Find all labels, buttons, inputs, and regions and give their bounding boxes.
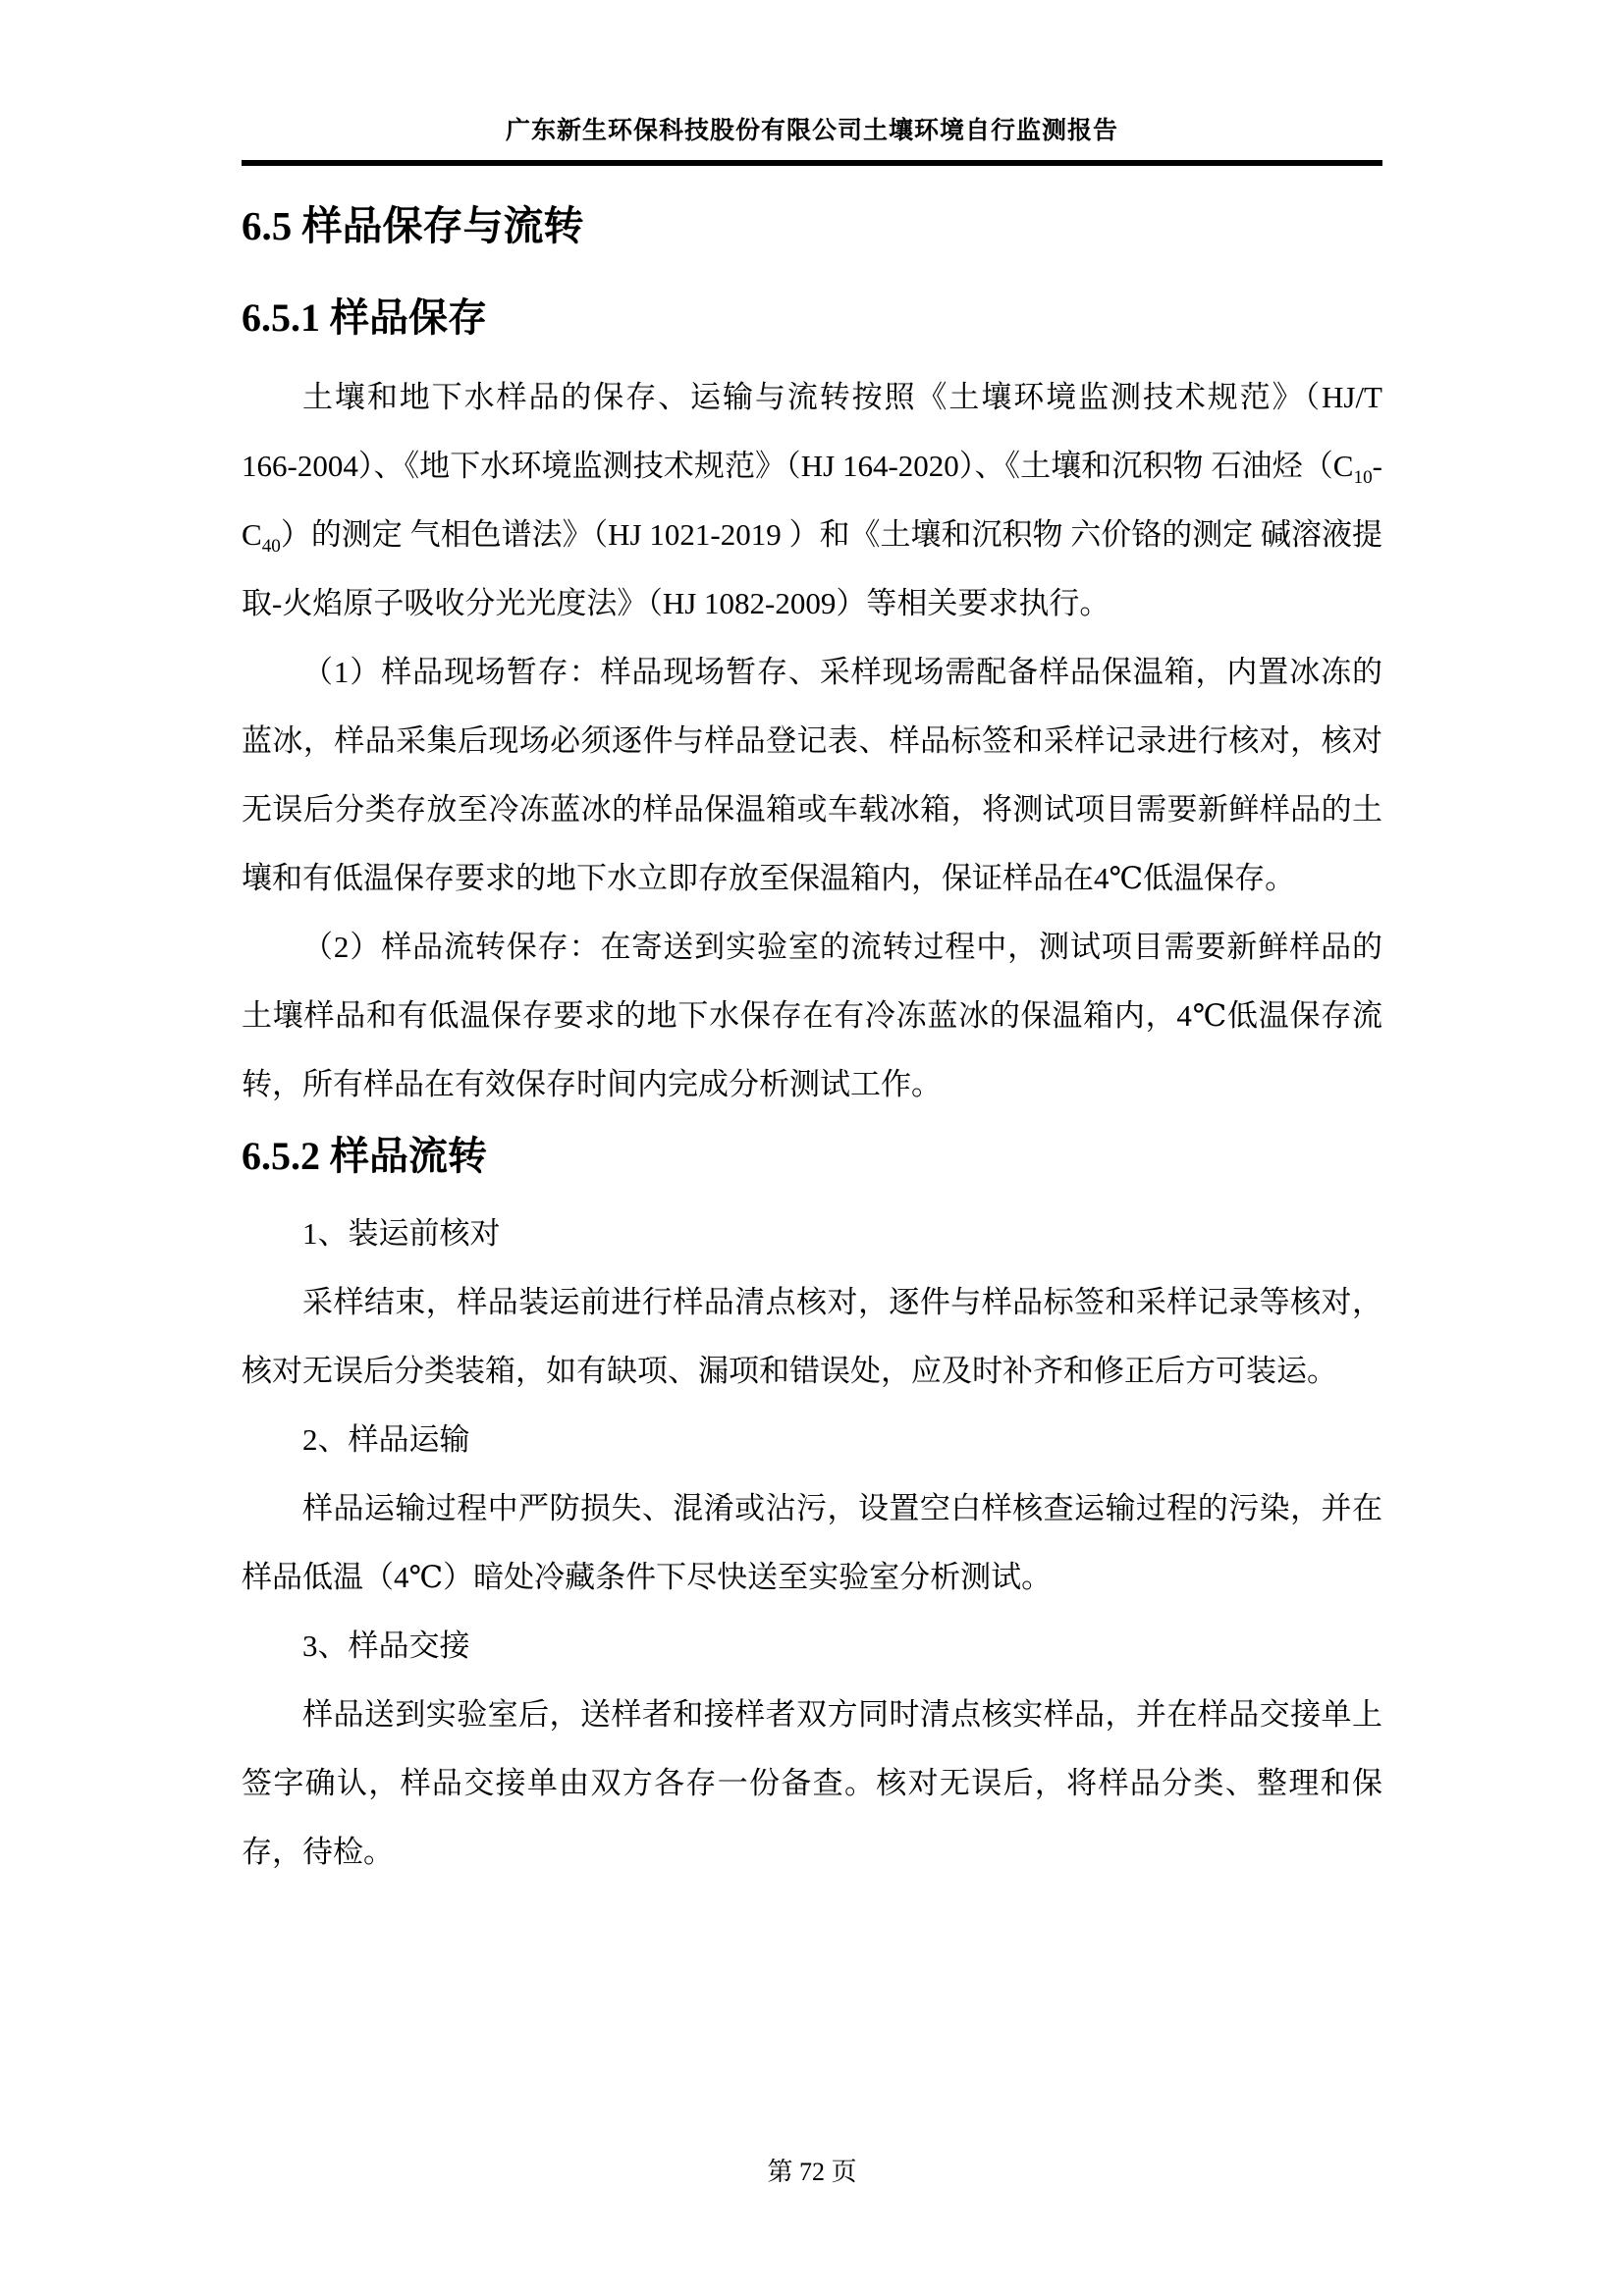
paragraph-sample-transport: 样品运输过程中严防损失、混淆或沾污，设置空白样核查运输过程的污染，并在样品低温（4℃）暗处冷藏条件下尽快送至实验室分析测试。 (242, 1491, 1382, 1594)
list-item-title-pre-shipment-check: 1、装运前核对 (302, 1216, 501, 1251)
paragraph-sample-handover: 样品送到实验室后，送样者和接样者双方同时清点核实样品，并在样品交接单上签字确认，样品交接单由双方各存一份备查。核对无误后，将样品分类、整理和保存，待检。 (242, 1697, 1382, 1869)
header-rule (242, 160, 1382, 166)
paragraph-transfer-storage: （2）样品流转保存：在寄送到实验室的流转过程中，测试项目需要新鲜样品的土壤样品和有低温保存要求的地下水保存在有冷冻蓝冰的保温箱内，4℃低温保存流转，所有样品在有效保存时间内完成分析测试工作。 (242, 930, 1382, 1101)
list-item-title-sample-transport: 2、样品运输 (302, 1422, 470, 1457)
section-heading-6-5-1: 6.5.1 样品保存 (242, 295, 487, 340)
page-header-title: 广东新生环保科技股份有限公司土壤环境自行监测报告 (505, 117, 1118, 144)
section-heading-6-5: 6.5 样品保存与流转 (242, 203, 584, 248)
page-number: 第 72 页 (767, 2158, 857, 2186)
paragraph-run: 土壤和地下水样品的保存、运输与流转按照《土壤环境监测技术规范》（HJ/T 166-2004）、《地下水环境监测技术规范》（HJ 164-2020）、《土壤和沉积物 石油烃（C (242, 380, 1382, 483)
paragraph-storage-standards (242, 363, 1382, 638)
section-heading-6-5-2: 6.5.2 样品流转 (242, 1134, 487, 1178)
paragraph-run: ）的测定 气相色谱法》（HJ 1021-2019 ）和《土壤和沉积物 六价铬的测定 碱溶液提取-火焰原子吸收分光光度法》（HJ 1082-2009）等相关要求执行。 (242, 517, 1382, 620)
subscript-c10: 10 (1353, 467, 1373, 489)
document-content (242, 201, 1382, 1887)
subscript-c40: 40 (261, 536, 281, 558)
list-item-title-sample-handover: 3、样品交接 (302, 1629, 470, 1663)
paragraph-pre-shipment-check: 采样结束，样品装运前进行样品清点核对，逐件与样品标签和采样记录等核对，核对无误后分类装箱，如有缺项、漏项和错误处，应及时补齐和修正后方可装运。 (242, 1285, 1382, 1388)
paragraph-onsite-temporary-storage: （1）样品现场暂存：样品现场暂存、采样现场需配备样品保温箱，内置冰冻的蓝冰，样品采集后现场必须逐件与样品登记表、样品标签和采样记录进行核对，核对无误后分类存放至冷冻蓝冰的样品保温箱或车载冰箱，将测试项目需要新鲜样品的土壤和有低温保存要求的地下水立即存放至保温箱内，保证样品在4℃低温保存。 (242, 655, 1382, 895)
paragraph-run: -C (242, 449, 1382, 552)
